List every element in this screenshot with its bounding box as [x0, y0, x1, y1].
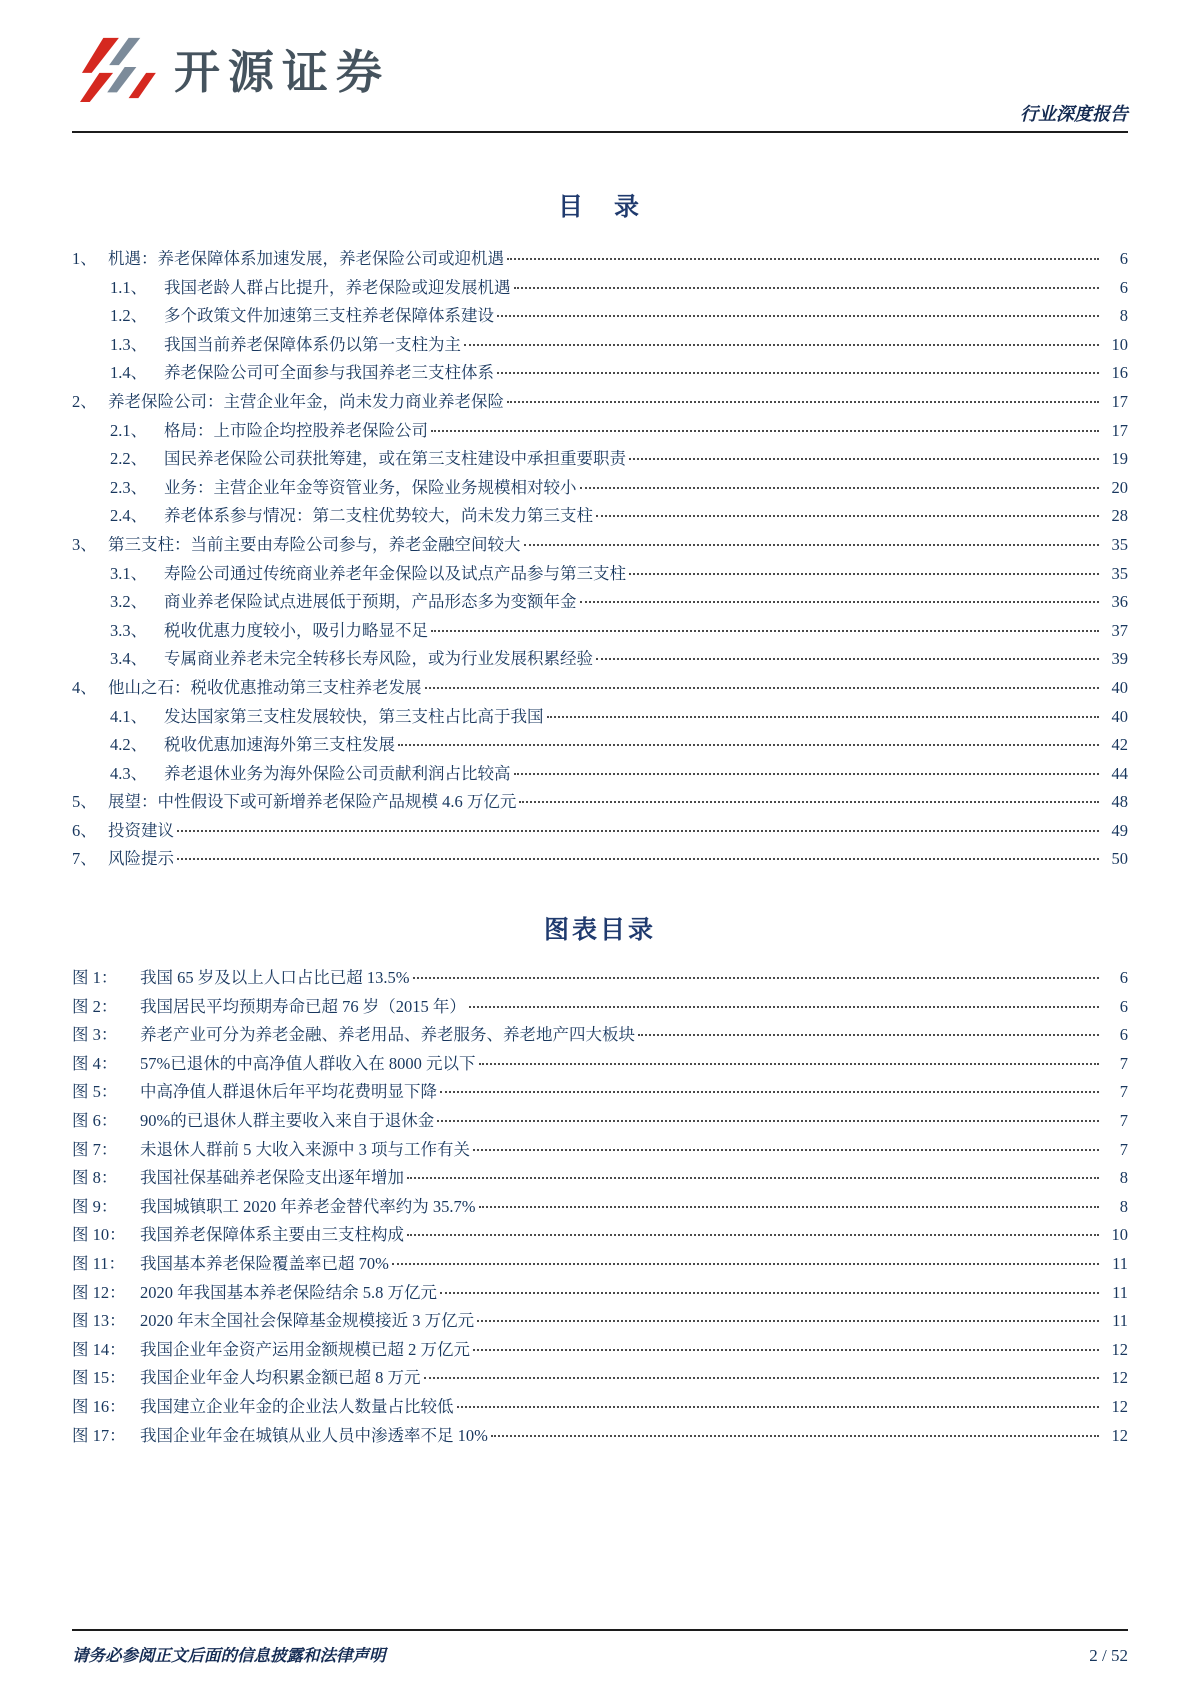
figure-label: 我国 65 岁及以上人口占比已超 13.5%	[140, 968, 410, 988]
entry-label: 风险提示	[108, 849, 174, 869]
figure-page-number: 6	[1119, 968, 1128, 988]
figure-number: 图 10：	[72, 1225, 126, 1245]
figure-number: 图 15：	[72, 1368, 126, 1388]
figures-list	[72, 964, 1128, 1450]
figure-number: 图 17：	[72, 1425, 126, 1445]
figure-entry[interactable]	[72, 1164, 1128, 1193]
figure-number: 图 9：	[72, 1196, 118, 1216]
report-type-label: 行业深度报告	[1020, 104, 1128, 124]
figure-entry[interactable]	[72, 964, 1128, 993]
figure-page-number: 7	[1119, 1053, 1128, 1073]
entry-number: 3.4、	[110, 649, 148, 669]
entry-label: 他山之石：税收优惠推动第三支柱养老发展	[108, 677, 422, 697]
leader-dots	[491, 1435, 1099, 1437]
figure-page-number: 11	[1112, 1254, 1128, 1273]
brand	[72, 34, 1128, 104]
entry-page-number: 17	[1111, 420, 1128, 440]
figure-label: 我国企业年金在城镇从业人员中渗透率不足 10%	[140, 1425, 488, 1445]
figure-page-number: 6	[1119, 996, 1128, 1016]
leader-dots	[413, 977, 1100, 979]
figure-number: 图 4：	[72, 1053, 118, 1073]
figure-entry[interactable]	[72, 1336, 1128, 1365]
entry-number: 4.2、	[110, 735, 148, 755]
leader-dots	[596, 658, 1099, 660]
figure-number: 图 16：	[72, 1396, 126, 1416]
toc-entry[interactable]	[72, 845, 1128, 874]
toc-entry[interactable]	[72, 817, 1128, 846]
entry-number: 4、	[72, 677, 97, 697]
leader-dots	[407, 1234, 1099, 1236]
entry-page-number: 35	[1111, 534, 1128, 554]
toc-entry[interactable]	[110, 645, 1128, 674]
figure-entry[interactable]	[72, 1307, 1128, 1336]
figure-page-number: 11	[1112, 1282, 1128, 1302]
entry-page-number: 40	[1111, 706, 1128, 726]
entry-number: 1.4、	[110, 363, 148, 383]
leader-dots	[524, 544, 1100, 546]
leader-dots	[425, 687, 1100, 689]
entry-number: 3.2、	[110, 592, 148, 612]
entry-page-number: 36	[1111, 592, 1128, 612]
figure-number: 图 3：	[72, 1025, 118, 1045]
leader-dots	[497, 372, 1099, 374]
figure-label: 我国城镇职工 2020 年养老金替代率约为 35.7%	[140, 1196, 476, 1216]
entry-label: 第三支柱：当前主要由寿险公司参与，养老金融空间较大	[108, 534, 521, 554]
entry-page-number: 48	[1111, 792, 1128, 812]
entry-number: 2.2、	[110, 449, 148, 469]
figure-entry[interactable]	[72, 1393, 1128, 1422]
figure-page-number: 12	[1111, 1368, 1128, 1388]
figure-number: 图 14：	[72, 1339, 126, 1359]
figure-label: 我国建立企业年金的企业法人数量占比较低	[140, 1396, 454, 1416]
figure-number: 图 6：	[72, 1111, 118, 1131]
toc-entry[interactable]	[110, 302, 1128, 331]
figure-number: 图 5：	[72, 1082, 118, 1102]
leader-dots	[580, 487, 1100, 489]
leader-dots	[479, 1206, 1100, 1208]
toc-entry[interactable]	[72, 531, 1128, 560]
leader-dots	[514, 287, 1100, 289]
toc-entry[interactable]	[110, 502, 1128, 531]
entry-number: 1、	[72, 249, 97, 268]
leader-dots	[177, 858, 1099, 860]
leader-dots	[407, 1177, 1099, 1179]
entry-label: 投资建议	[108, 820, 174, 840]
entry-label: 我国当前养老保障体系仍以第一支柱为主	[164, 334, 461, 354]
leader-dots	[464, 344, 1099, 346]
leader-dots	[398, 744, 1099, 746]
entry-page-number: 20	[1111, 477, 1128, 497]
entry-label: 税收优惠力度较小，吸引力略显不足	[164, 620, 428, 640]
leader-dots	[469, 1006, 1099, 1008]
figure-label: 57%已退休的中高净值人群收入在 8000 元以下	[140, 1053, 476, 1073]
figure-entry[interactable]	[72, 1279, 1128, 1308]
leader-dots	[629, 458, 1099, 460]
entry-number: 3.3、	[110, 620, 148, 640]
entry-page-number: 10	[1111, 334, 1128, 354]
leader-dots	[479, 1063, 1100, 1065]
figure-page-number: 12	[1111, 1425, 1128, 1445]
figure-page-number: 7	[1119, 1111, 1128, 1131]
report-footer	[72, 1629, 1128, 1666]
toc-entry[interactable]	[72, 245, 1128, 274]
entry-label: 我国老龄人群占比提升，养老保险或迎发展机遇	[164, 277, 511, 297]
entry-label: 专属商业养老未完全转移长寿风险，或为行业发展积累经验	[164, 649, 593, 669]
entry-page-number: 16	[1111, 363, 1128, 383]
figure-page-number: 12	[1111, 1339, 1128, 1359]
toc-entry[interactable]	[110, 760, 1128, 789]
leader-dots	[514, 773, 1100, 775]
toc-entry[interactable]	[110, 731, 1128, 760]
entry-number: 1.2、	[110, 306, 148, 326]
entry-label: 养老退休业务为海外保险公司贡献利润占比较高	[164, 763, 511, 783]
figure-page-number: 8	[1119, 1196, 1128, 1216]
entry-page-number: 17	[1111, 391, 1128, 411]
figure-page-number: 6	[1119, 1025, 1128, 1045]
entry-page-number: 19	[1111, 449, 1128, 469]
brand-name: 开源证券	[174, 46, 390, 98]
figure-number: 图 2：	[72, 996, 118, 1016]
leader-dots	[437, 1120, 1099, 1122]
entry-number: 2、	[72, 391, 97, 411]
toc-entry[interactable]	[110, 445, 1128, 474]
entry-label: 养老保险公司可全面参与我国养老三支柱体系	[164, 363, 494, 383]
leader-dots	[177, 830, 1099, 832]
entry-page-number: 42	[1111, 735, 1128, 755]
toc-title: 目 录	[557, 194, 642, 221]
figure-label: 养老产业可分为养老金融、养老用品、养老服务、养老地产四大板块	[140, 1025, 635, 1045]
leader-dots	[440, 1292, 1099, 1294]
entry-number: 7、	[72, 849, 97, 869]
figures-title: 图表目录	[543, 917, 656, 945]
report-header	[72, 0, 1128, 133]
figure-number: 图 12：	[72, 1282, 126, 1302]
leader-dots	[431, 630, 1099, 632]
entry-number: 1.1、	[110, 277, 148, 297]
figure-number: 图 1：	[72, 968, 118, 988]
leader-dots	[440, 1091, 1099, 1093]
figure-entry[interactable]	[72, 1193, 1128, 1222]
toc-entry[interactable]	[110, 331, 1128, 360]
figure-entry[interactable]	[72, 1221, 1128, 1250]
entry-number: 2.3、	[110, 477, 148, 497]
leader-dots	[547, 716, 1100, 718]
toc-entry[interactable]	[110, 617, 1128, 646]
entry-number: 2.4、	[110, 506, 148, 526]
leader-dots	[473, 1349, 1099, 1351]
entry-label: 格局：上市险企均控股养老保险公司	[164, 420, 428, 440]
figure-entry[interactable]	[72, 993, 1128, 1022]
leader-dots	[638, 1034, 1099, 1036]
figure-label: 我国居民平均预期寿命已超 76 岁（2015 年）	[140, 996, 466, 1016]
figure-label: 未退休人群前 5 大收入来源中 3 项与工作有关	[140, 1139, 470, 1159]
entry-number: 4.1、	[110, 706, 148, 726]
leader-dots	[473, 1149, 1099, 1151]
entry-number: 4.3、	[110, 763, 148, 783]
figure-label: 2020 年我国基本养老保险结余 5.8 万亿元	[140, 1282, 437, 1302]
figure-number: 图 7：	[72, 1139, 118, 1159]
entry-number: 5、	[72, 792, 97, 812]
figure-entry[interactable]	[72, 1078, 1128, 1107]
toc-list	[72, 245, 1128, 874]
figure-entry[interactable]	[72, 1107, 1128, 1136]
brand-logo-icon	[72, 34, 158, 104]
toc-entry[interactable]	[72, 388, 1128, 417]
entry-page-number: 6	[1119, 277, 1128, 297]
leader-dots	[477, 1320, 1099, 1322]
figure-entry[interactable]	[72, 1021, 1128, 1050]
figure-entry[interactable]	[72, 1422, 1128, 1451]
leader-dots	[507, 401, 1099, 403]
entry-label: 商业养老保险试点进展低于预期，产品形态多为变额年金	[164, 592, 577, 612]
figure-label: 90%的已退休人群主要收入来自于退休金	[140, 1111, 435, 1131]
figure-page-number: 7	[1119, 1082, 1128, 1102]
toc-entry[interactable]	[110, 560, 1128, 589]
leader-dots	[507, 258, 1099, 260]
leader-dots	[431, 430, 1099, 432]
entry-page-number: 6	[1119, 249, 1128, 268]
figure-number: 图 8：	[72, 1168, 118, 1188]
entry-label: 机遇：养老保障体系加速发展，养老保险公司或迎机遇	[108, 249, 504, 268]
entry-page-number: 49	[1111, 820, 1128, 840]
toc-entry[interactable]	[72, 674, 1128, 703]
leader-dots	[519, 801, 1099, 803]
entry-page-number: 50	[1111, 849, 1128, 869]
figure-page-number: 12	[1111, 1396, 1128, 1416]
entry-page-number: 37	[1111, 620, 1128, 640]
figure-page-number: 7	[1119, 1139, 1128, 1159]
entry-label: 业务：主营企业年金等资管业务，保险业务规模相对较小	[164, 477, 577, 497]
entry-label: 养老保险公司：主营企业年金，尚未发力商业养老保险	[108, 391, 504, 411]
leader-dots	[629, 573, 1099, 575]
figure-label: 2020 年末全国社会保障基金规模接近 3 万亿元	[140, 1311, 475, 1331]
entry-label: 国民养老保险公司获批筹建，或在第三支柱建设中承担重要职责	[164, 449, 626, 469]
toc-entry[interactable]	[110, 588, 1128, 617]
toc-entry[interactable]	[110, 474, 1128, 503]
figure-number: 图 13：	[72, 1311, 126, 1331]
figure-entry[interactable]	[72, 1136, 1128, 1165]
entry-page-number: 35	[1111, 563, 1128, 583]
figure-number: 图 11：	[72, 1254, 126, 1273]
figure-page-number: 11	[1112, 1311, 1128, 1331]
entry-page-number: 40	[1111, 677, 1128, 697]
entry-number: 6、	[72, 820, 97, 840]
entry-label: 养老体系参与情况：第二支柱优势较大，尚未发力第三支柱	[164, 506, 593, 526]
entry-label: 发达国家第三支柱发展较快，第三支柱占比高于我国	[164, 706, 544, 726]
toc-entry[interactable]	[110, 417, 1128, 446]
entry-number: 3.1、	[110, 563, 148, 583]
leader-dots	[497, 315, 1099, 317]
entry-page-number: 8	[1119, 306, 1128, 326]
figure-label: 我国社保基础养老保险支出逐年增加	[140, 1168, 404, 1188]
entry-number: 3、	[72, 534, 97, 554]
figure-label: 我国基本养老保险覆盖率已超 70%	[140, 1254, 389, 1273]
entry-label: 税收优惠加速海外第三支柱发展	[164, 735, 395, 755]
figure-entry[interactable]	[72, 1250, 1128, 1279]
entry-number: 1.3、	[110, 334, 148, 354]
footer-page-number: 2 / 52	[1089, 1646, 1128, 1665]
figure-page-number: 8	[1119, 1168, 1128, 1188]
toc-entry[interactable]	[72, 788, 1128, 817]
figure-entry[interactable]	[72, 1050, 1128, 1079]
figure-label: 中高净值人群退休后年平均花费明显下降	[140, 1082, 437, 1102]
footer-disclaimer: 请务必参阅正文后面的信息披露和法律声明	[72, 1646, 386, 1665]
leader-dots	[580, 601, 1100, 603]
figure-label: 我国养老保障体系主要由三支柱构成	[140, 1225, 404, 1245]
toc-entry[interactable]	[110, 359, 1128, 388]
figure-label: 我国企业年金人均积累金额已超 8 万元	[140, 1368, 421, 1388]
entry-page-number: 39	[1111, 649, 1128, 669]
entry-number: 2.1、	[110, 420, 148, 440]
entry-label: 多个政策文件加速第三支柱养老保障体系建设	[164, 306, 494, 326]
leader-dots	[424, 1377, 1100, 1379]
entry-label: 寿险公司通过传统商业养老年金保险以及试点产品参与第三支柱	[164, 563, 626, 583]
leader-dots	[457, 1406, 1100, 1408]
entry-page-number: 28	[1111, 506, 1128, 526]
leader-dots	[596, 515, 1099, 517]
figure-page-number: 10	[1111, 1225, 1128, 1245]
toc-entry[interactable]	[110, 274, 1128, 303]
header-divider	[72, 131, 1128, 133]
leader-dots	[392, 1263, 1099, 1265]
figure-label: 我国企业年金资产运用金额规模已超 2 万亿元	[140, 1339, 470, 1359]
toc-entry[interactable]	[110, 703, 1128, 732]
entry-page-number: 44	[1111, 763, 1128, 783]
figure-entry[interactable]	[72, 1364, 1128, 1393]
entry-label: 展望：中性假设下或可新增养老保险产品规模 4.6 万亿元	[108, 792, 517, 812]
